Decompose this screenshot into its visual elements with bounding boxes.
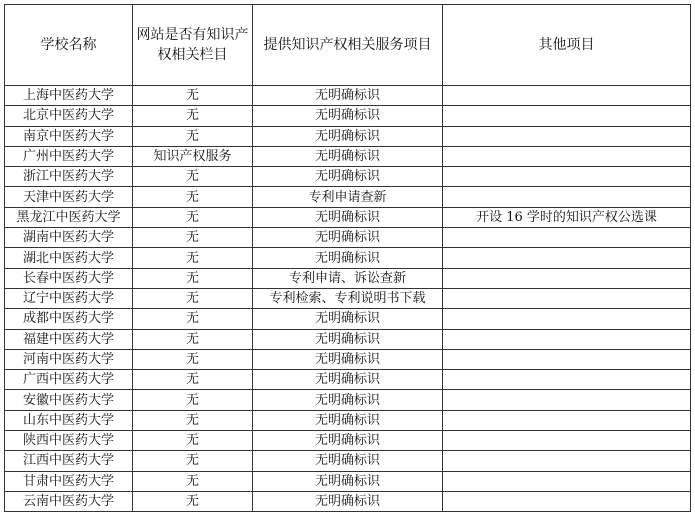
other-items-cell xyxy=(443,329,691,349)
ip-services-cell: 无明确标识 xyxy=(253,329,443,349)
ip-section-cell: 无 xyxy=(133,491,253,511)
table-row xyxy=(5,349,691,369)
ip-section-cell: 无 xyxy=(133,390,253,410)
table-row xyxy=(5,431,691,451)
table-row xyxy=(5,207,691,227)
other-items-cell xyxy=(443,187,691,207)
school-name-cell: 上海中医药大学 xyxy=(5,86,133,106)
ip-services-cell: 无明确标识 xyxy=(253,349,443,369)
ip-section-cell: 无 xyxy=(133,106,253,126)
school-name-cell: 辽宁中医药大学 xyxy=(5,288,133,308)
ip-services-cell: 无明确标识 xyxy=(253,167,443,187)
table-row xyxy=(5,268,691,288)
other-items-cell xyxy=(443,471,691,491)
table-row xyxy=(5,329,691,349)
ip-section-cell: 无 xyxy=(133,228,253,248)
header-ip-section: 网站是否有知识产权相关栏目 xyxy=(133,5,253,86)
other-items-cell xyxy=(443,431,691,451)
other-items-cell xyxy=(443,167,691,187)
table-row xyxy=(5,451,691,471)
university-ip-services-table xyxy=(4,4,691,512)
table-row xyxy=(5,410,691,430)
other-items-cell: 开设 16 学时的知识产权公选课 xyxy=(443,207,691,227)
other-items-cell xyxy=(443,451,691,471)
table-row xyxy=(5,288,691,308)
school-name-cell: 陕西中医药大学 xyxy=(5,431,133,451)
ip-services-cell: 无明确标识 xyxy=(253,491,443,511)
ip-services-cell: 无明确标识 xyxy=(253,106,443,126)
other-items-cell xyxy=(443,268,691,288)
table-row xyxy=(5,187,691,207)
school-name-cell: 甘肃中医药大学 xyxy=(5,471,133,491)
header-school-name: 学校名称 xyxy=(5,5,133,86)
school-name-cell: 河南中医药大学 xyxy=(5,349,133,369)
table-row xyxy=(5,86,691,106)
table-row xyxy=(5,146,691,166)
ip-section-cell: 无 xyxy=(133,167,253,187)
school-name-cell: 湖南中医药大学 xyxy=(5,228,133,248)
ip-section-cell: 无 xyxy=(133,349,253,369)
table-row xyxy=(5,471,691,491)
school-name-cell: 南京中医药大学 xyxy=(5,126,133,146)
ip-section-cell: 无 xyxy=(133,126,253,146)
table-row xyxy=(5,390,691,410)
other-items-cell xyxy=(443,288,691,308)
other-items-cell xyxy=(443,309,691,329)
ip-services-cell: 专利申请查新 xyxy=(253,187,443,207)
ip-section-cell: 无 xyxy=(133,207,253,227)
other-items-cell xyxy=(443,228,691,248)
table-row xyxy=(5,309,691,329)
table-row xyxy=(5,167,691,187)
ip-section-cell: 无 xyxy=(133,288,253,308)
table-row xyxy=(5,370,691,390)
school-name-cell: 福建中医药大学 xyxy=(5,329,133,349)
school-name-cell: 黑龙江中医药大学 xyxy=(5,207,133,227)
ip-services-cell: 无明确标识 xyxy=(253,86,443,106)
other-items-cell xyxy=(443,106,691,126)
ip-services-cell: 专利申请、诉讼查新 xyxy=(253,268,443,288)
ip-services-cell: 无明确标识 xyxy=(253,431,443,451)
other-items-cell xyxy=(443,390,691,410)
ip-section-cell: 无 xyxy=(133,86,253,106)
other-items-cell xyxy=(443,248,691,268)
ip-services-cell: 专利检索、专利说明书下载 xyxy=(253,288,443,308)
other-items-cell xyxy=(443,491,691,511)
school-name-cell: 天津中医药大学 xyxy=(5,187,133,207)
ip-services-cell: 无明确标识 xyxy=(253,126,443,146)
ip-services-cell: 无明确标识 xyxy=(253,471,443,491)
ip-section-cell: 知识产权服务 xyxy=(133,146,253,166)
ip-services-cell: 无明确标识 xyxy=(253,451,443,471)
ip-section-cell: 无 xyxy=(133,471,253,491)
table-row xyxy=(5,228,691,248)
table-body xyxy=(5,86,691,512)
other-items-cell xyxy=(443,126,691,146)
ip-section-cell: 无 xyxy=(133,410,253,430)
school-name-cell: 安徽中医药大学 xyxy=(5,390,133,410)
table-header xyxy=(5,5,691,86)
ip-services-cell: 无明确标识 xyxy=(253,248,443,268)
ip-section-cell: 无 xyxy=(133,370,253,390)
ip-services-cell: 无明确标识 xyxy=(253,207,443,227)
school-name-cell: 湖北中医药大学 xyxy=(5,248,133,268)
school-name-cell: 云南中医药大学 xyxy=(5,491,133,511)
ip-section-cell: 无 xyxy=(133,248,253,268)
school-name-cell: 北京中医药大学 xyxy=(5,106,133,126)
ip-services-cell: 无明确标识 xyxy=(253,370,443,390)
table-row xyxy=(5,126,691,146)
school-name-cell: 广西中医药大学 xyxy=(5,370,133,390)
school-name-cell: 江西中医药大学 xyxy=(5,451,133,471)
ip-section-cell: 无 xyxy=(133,451,253,471)
ip-services-cell: 无明确标识 xyxy=(253,390,443,410)
header-ip-services: 提供知识产权相关服务项目 xyxy=(253,5,443,86)
other-items-cell xyxy=(443,349,691,369)
table-row xyxy=(5,106,691,126)
ip-services-cell: 无明确标识 xyxy=(253,410,443,430)
ip-section-cell: 无 xyxy=(133,329,253,349)
school-name-cell: 浙江中医药大学 xyxy=(5,167,133,187)
other-items-cell xyxy=(443,410,691,430)
school-name-cell: 成都中医药大学 xyxy=(5,309,133,329)
ip-section-cell: 无 xyxy=(133,187,253,207)
school-name-cell: 广州中医药大学 xyxy=(5,146,133,166)
other-items-cell xyxy=(443,86,691,106)
school-name-cell: 山东中医药大学 xyxy=(5,410,133,430)
other-items-cell xyxy=(443,370,691,390)
header-other-items: 其他项目 xyxy=(443,5,691,86)
other-items-cell xyxy=(443,146,691,166)
school-name-cell: 长春中医药大学 xyxy=(5,268,133,288)
ip-section-cell: 无 xyxy=(133,431,253,451)
table-row xyxy=(5,491,691,511)
header-row xyxy=(5,5,691,86)
ip-services-cell: 无明确标识 xyxy=(253,146,443,166)
ip-section-cell: 无 xyxy=(133,309,253,329)
ip-section-cell: 无 xyxy=(133,268,253,288)
table-row xyxy=(5,248,691,268)
ip-services-cell: 无明确标识 xyxy=(253,309,443,329)
ip-services-cell: 无明确标识 xyxy=(253,228,443,248)
